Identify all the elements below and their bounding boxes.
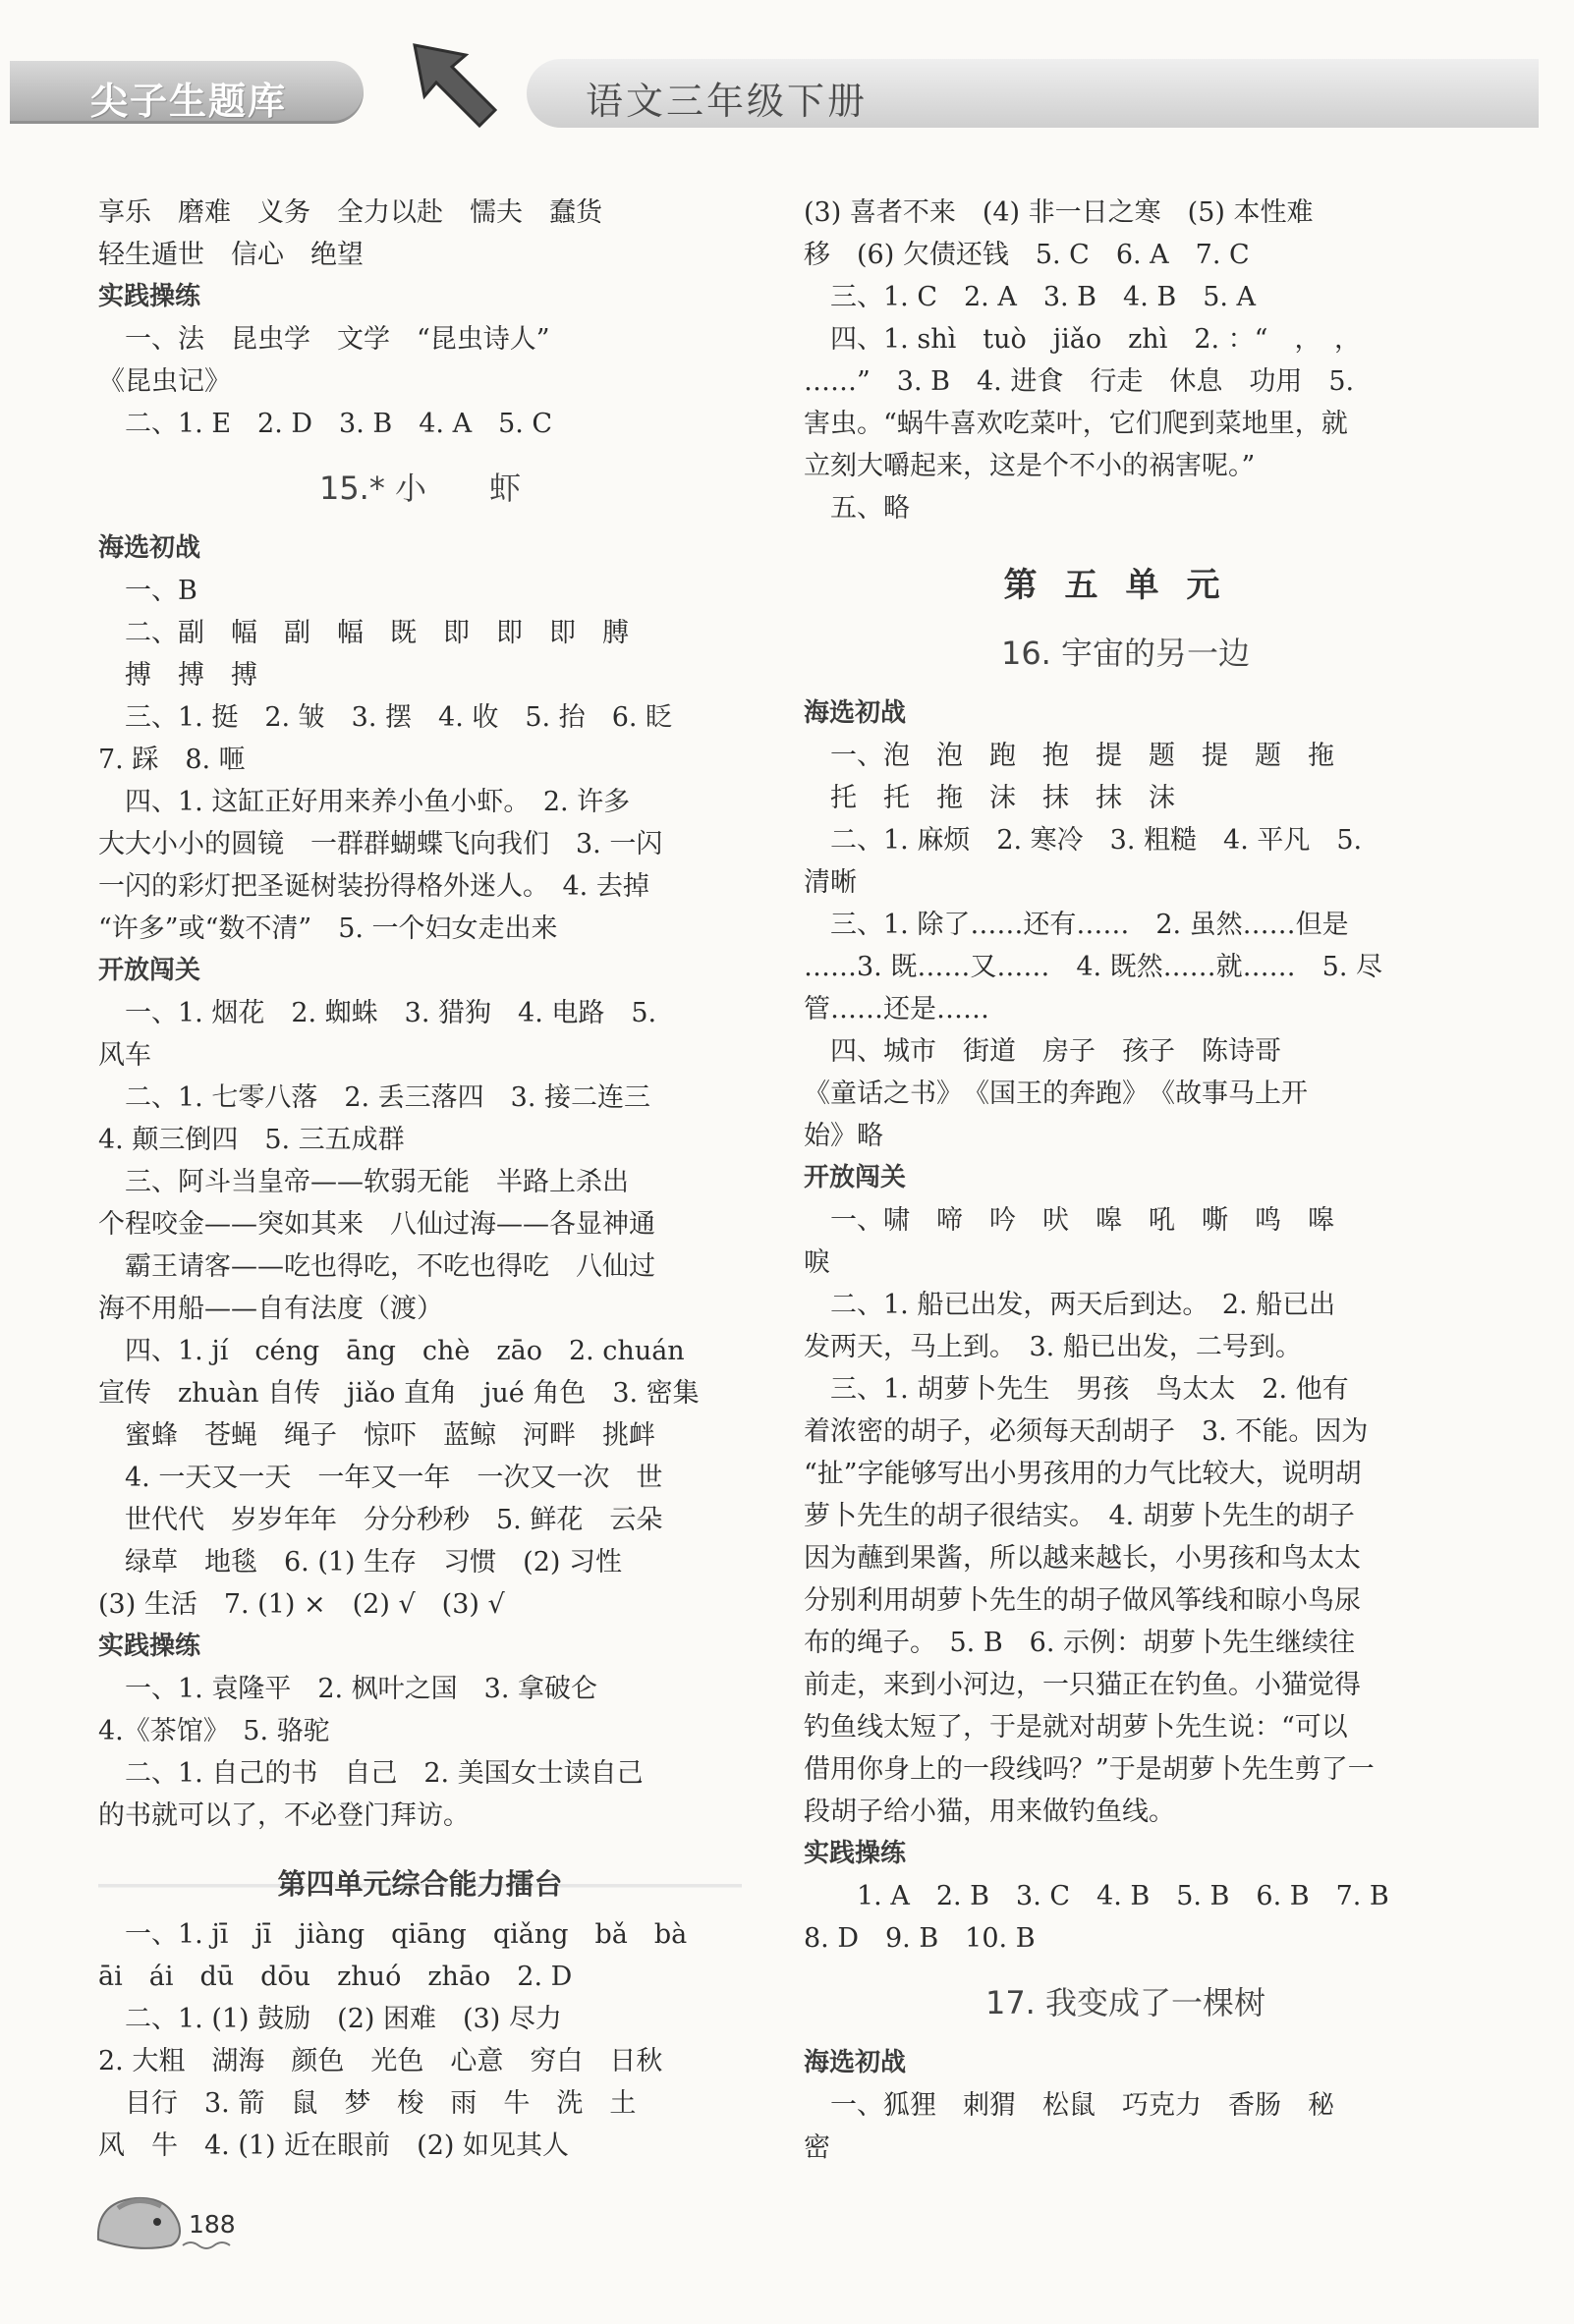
- book-title-banner: [527, 59, 1539, 128]
- answer-line: 四、1. 这缸正好用来养小鱼小虾。 2. 许多: [98, 787, 631, 817]
- answer-line: 轻生遁世 信心 绝望: [98, 240, 364, 270]
- answer-line: 一、1. jī jī jiàng qiāng qiǎng bǎ bà: [98, 1919, 688, 1950]
- answer-line: 着浓密的胡子，必须每天刮胡子 3. 不能。因为: [804, 1416, 1369, 1447]
- page-header: [0, 0, 1574, 138]
- arrow-icon: [405, 37, 503, 136]
- answer-unit: 第五单元: [1003, 566, 1248, 605]
- whale-icon: [88, 2181, 285, 2259]
- answer-line: 风车: [98, 1040, 151, 1071]
- answer-line: 一、啸 啼 吟 吠 嗥 吼 嘶 鸣 嗥: [804, 1205, 1334, 1236]
- answer-line: 借用你身上的一段线吗？”于是胡萝卜先生剪了一: [804, 1754, 1375, 1785]
- answer-line: 管……还是……: [804, 994, 989, 1024]
- answer-line: 风 牛 4. (1) 近在眼前 (2) 如见其人: [98, 2130, 569, 2161]
- answer-line: 前走，来到小河边，一只猫正在钓鱼。小猫觉得: [804, 1670, 1361, 1700]
- answer-line: 霸王请客——吃也得吃，不吃也得吃 八仙过: [98, 1251, 655, 1282]
- answer-line: 《昆虫记》: [98, 366, 231, 397]
- answer-line: ……” 3. B 4. 进食 行走 休息 功用 5.: [804, 366, 1355, 397]
- answer-sec: 实践操练: [98, 282, 201, 311]
- answer-line: ……3. 既……又…… 4. 既然……就…… 5. 尽: [804, 952, 1383, 982]
- answer-line: 四、1. shì tuò jiǎo zhì 2. ：“ ， ，: [804, 324, 1361, 355]
- answer-line: 搏 搏 搏: [98, 660, 257, 691]
- answer-line: 托 托 拖 沫 抹 抹 沫: [804, 783, 1175, 813]
- answer-line: 四、1. jí céng āng chè zāo 2. chuán: [98, 1336, 685, 1366]
- answer-line: 一、1. 袁隆平 2. 枫叶之国 3. 拿破仑: [98, 1674, 598, 1704]
- answer-line: 的书就可以了，不必登门拜访。: [98, 1800, 470, 1831]
- answer-line: 1. A 2. B 3. C 4. B 5. B 6. B 7. B: [804, 1881, 1389, 1911]
- brand-title: 尖子生题库: [90, 80, 288, 123]
- answer-line: 一闪的彩灯把圣诞树装扮得格外迷人。 4. 去掉: [98, 871, 649, 902]
- answer-line: 一、1. 烟花 2. 蜘蛛 3. 猎狗 4. 电路 5.: [98, 998, 657, 1028]
- answer-line: 《童话之书》 《国王的奔跑》 《故事马上开: [804, 1079, 1308, 1109]
- answer-line: 四、城市 街道 房子 孩子 陈诗哥: [804, 1036, 1281, 1067]
- answer-sec: 实践操练: [98, 1632, 201, 1661]
- left-answer-column: [98, 192, 742, 2167]
- answer-line: 立刻大嚼起来，这是个不小的祸害呢。”: [804, 451, 1256, 481]
- answer-sec: 开放闯关: [804, 1163, 907, 1192]
- answer-line: 唳: [804, 1247, 830, 1278]
- answer-line: 移 (6) 欠债还钱 5. C 6. A 7. C: [804, 240, 1250, 270]
- answer-line: 三、1. C 2. A 3. B 4. B 5. A: [804, 282, 1257, 312]
- answer-sec: 开放闯关: [98, 956, 201, 985]
- answer-line: 三、阿斗当皇帝——软弱无能 半路上杀出: [98, 1167, 629, 1197]
- answer-comp: 第四单元综合能力擂台: [98, 1862, 742, 1906]
- answer-lesson: 16. 宇宙的另一边: [1000, 635, 1251, 672]
- answer-line: 宣传 zhuàn 自传 jiǎo 直角 jué 角色 3. 密集: [98, 1378, 700, 1409]
- answer-line: 二、1. E 2. D 3. B 4. A 5. C: [98, 409, 553, 439]
- answer-line: 始》略: [804, 1121, 883, 1151]
- answer-line: 害虫。“蜗牛喜欢吃菜叶，它们爬到菜地里，就: [804, 409, 1348, 439]
- answer-line: 二、1. 麻烦 2. 寒冷 3. 粗糙 4. 平凡 5.: [804, 825, 1363, 856]
- answer-line: 二、1. 船已出发，两天后到达。 2. 船已出: [804, 1290, 1336, 1320]
- answer-line: “许多”或“数不清” 5. 一个妇女走出来: [98, 913, 558, 944]
- answer-line: 萝卜先生的胡子很结实。 4. 胡萝卜先生的胡子: [804, 1501, 1355, 1531]
- answer-line: 个程咬金——突如其来 八仙过海——各显神通: [98, 1209, 655, 1240]
- answer-lesson: 17. 我变成了一棵树: [984, 1984, 1266, 2021]
- answer-line: 4. 颠三倒四 5. 三五成群: [98, 1125, 405, 1155]
- answer-sec: 海选初战: [98, 533, 201, 563]
- answer-line: 发两天，马上到。 3. 船已出发，二号到。: [804, 1332, 1302, 1362]
- answer-line: 清晰: [804, 867, 857, 898]
- answer-line: 二、副 幅 副 幅 既 即 即 即 膊: [98, 618, 629, 648]
- answer-line: 2. 大粗 湖海 颜色 光色 心意 穷白 日秋: [98, 2046, 663, 2076]
- answer-line: (3) 生活 7. (1) × (2) √ (3) √: [98, 1589, 505, 1620]
- page-number: 188: [189, 2210, 236, 2239]
- answer-line: 三、1. 除了……还有…… 2. 虽然……但是: [804, 910, 1349, 940]
- answer-sec: 海选初战: [804, 2048, 907, 2077]
- answer-line: 一、泡 泡 跑 抱 提 题 提 题 拖: [804, 741, 1334, 771]
- answer-line: (3) 喜者不来 (4) 非一日之寒 (5) 本性难: [804, 197, 1314, 228]
- answer-line: 蜜蜂 苍蝇 绳子 惊吓 蓝鲸 河畔 挑衅: [98, 1420, 655, 1451]
- answer-sec: 实践操练: [804, 1839, 907, 1868]
- answer-line: 五、略: [804, 493, 910, 524]
- answer-line: 海不用船——自有法度（渡）: [98, 1294, 443, 1324]
- answer-line: 目行 3. 箭 鼠 梦 梭 雨 牛 洗 土: [98, 2088, 637, 2119]
- answer-line: 4.《茶馆》 5. 骆驼: [98, 1716, 330, 1746]
- answer-lesson: 15.* 小 虾: [318, 470, 522, 507]
- answer-line: 绿草 地毯 6. (1) 生存 习惯 (2) 习性: [98, 1547, 622, 1577]
- answer-line: 大大小小的圆镜 一群群蝴蝶飞向我们 3. 一闪: [98, 829, 663, 859]
- answer-line: 三、1. 挺 2. 皱 3. 摆 4. 收 5. 抬 6. 眨: [98, 702, 673, 733]
- answer-line: 段胡子给小猫，用来做钓鱼线。: [804, 1797, 1175, 1827]
- brand-banner: [10, 61, 364, 124]
- answer-line: 密: [804, 2132, 830, 2163]
- answer-line: 7. 踩 8. 咂: [98, 745, 246, 775]
- answer-line: 布的绳子。 5. B 6. 示例：胡萝卜先生继续往: [804, 1628, 1356, 1658]
- answer-line: 钓鱼线太短了，于是就对胡萝卜先生说：“可以: [804, 1712, 1348, 1743]
- answer-sec: 海选初战: [804, 698, 907, 728]
- answer-line: 世代代 岁岁年年 分分秒秒 5. 鲜花 云朵: [98, 1505, 663, 1535]
- answer-line: 一、狐狸 刺猬 松鼠 巧克力 香肠 秘: [804, 2090, 1334, 2121]
- answer-line: 二、1. 自己的书 自己 2. 美国女士读自己: [98, 1758, 644, 1789]
- answer-line: 4. 一天又一天 一年又一年 一次又一次 世: [98, 1463, 663, 1493]
- book-title: 语文三年级下册: [586, 80, 869, 123]
- answer-line: 分别利用胡萝卜先生的胡子做风筝线和晾小鸟尿: [804, 1585, 1361, 1616]
- answer-line: 二、1. (1) 鼓励 (2) 困难 (3) 尽力: [98, 2004, 562, 2034]
- right-answer-column: [804, 192, 1447, 2169]
- answer-line: 享乐 磨难 义务 全力以赴 懦夫 蠢货: [98, 197, 602, 228]
- answer-line: 二、1. 七零八落 2. 丢三落四 3. 接二连三: [98, 1082, 651, 1113]
- answer-line: 三、1. 胡萝卜先生 男孩 鸟太太 2. 他有: [804, 1374, 1349, 1405]
- answer-line: “扯”字能够写出小男孩用的力气比较大，说明胡: [804, 1459, 1362, 1489]
- answer-line: 一、B: [98, 576, 197, 606]
- answer-line: 因为蘸到果酱，所以越来越长，小男孩和鸟太太: [804, 1543, 1361, 1574]
- answer-line: 一、法 昆虫学 文学 “昆虫诗人”: [98, 324, 550, 355]
- answer-line: 8. D 9. B 10. B: [804, 1923, 1036, 1954]
- answer-line: āi ái dū dōu zhuó zhāo 2. D: [98, 1962, 573, 1992]
